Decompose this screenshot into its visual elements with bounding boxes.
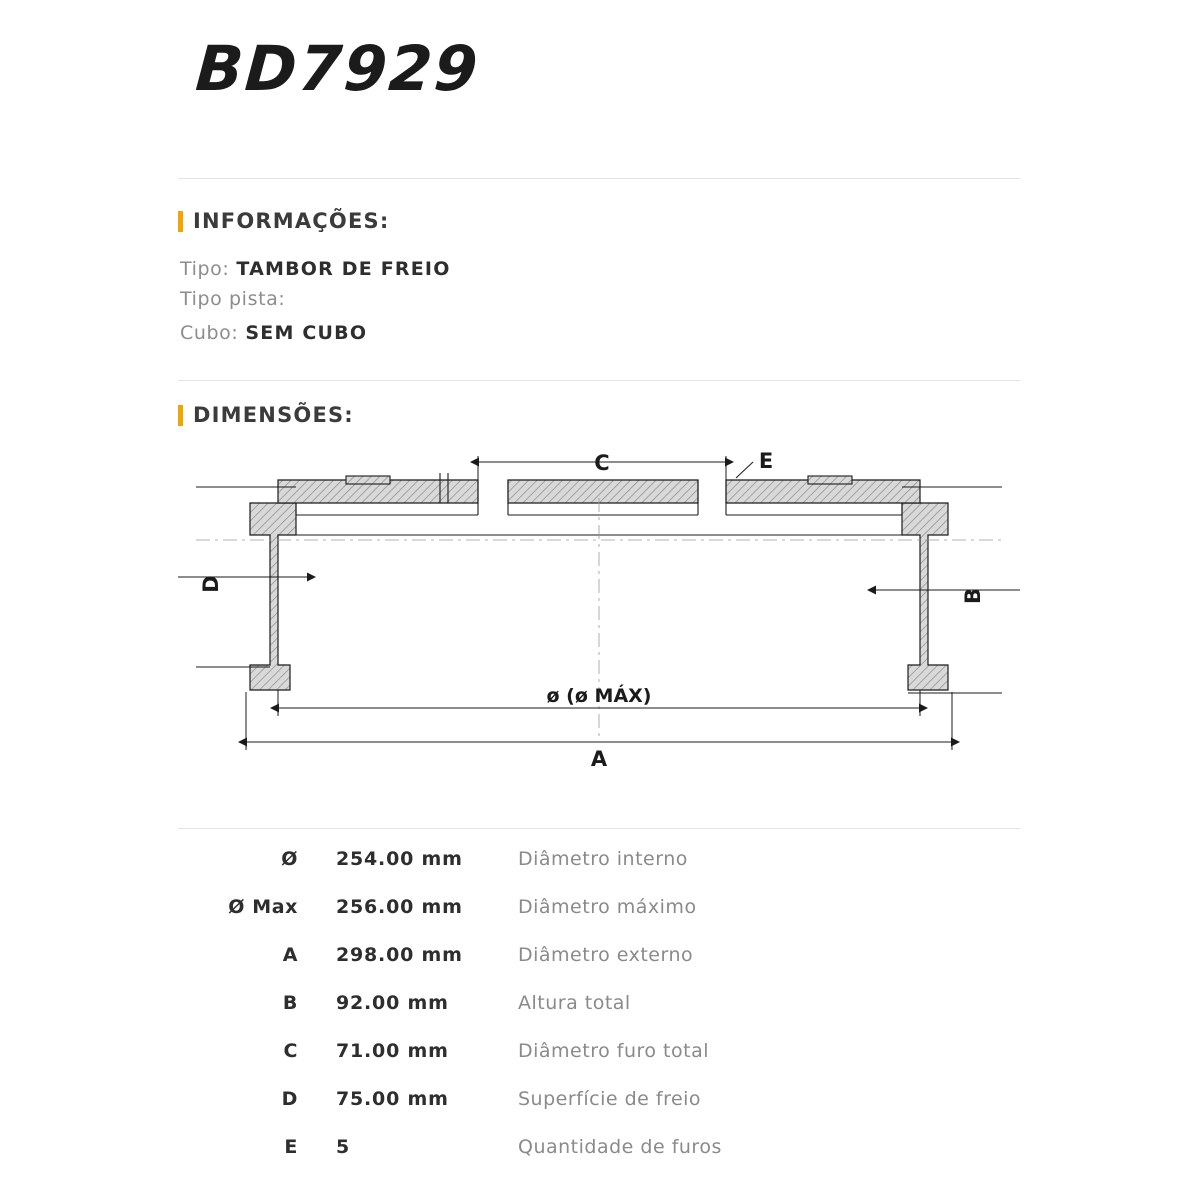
- info-value-tipo: TAMBOR DE FREIO: [236, 258, 451, 280]
- dim-description: Superfície de freio: [518, 1088, 702, 1110]
- table-row: [178, 896, 1020, 944]
- dim-value: 92.00 mm: [336, 992, 449, 1014]
- section-title-dimensoes: DIMENSÕES:: [193, 403, 354, 427]
- dim-symbol: C: [283, 1040, 298, 1062]
- info-key-cubo: Cubo:: [180, 322, 239, 344]
- technical-drawing: [178, 440, 1020, 820]
- dim-description: Quantidade de furos: [518, 1136, 722, 1158]
- divider-mid: [178, 380, 1020, 381]
- table-row: [178, 944, 1020, 992]
- table-row: [178, 1088, 1020, 1136]
- table-row: [178, 1136, 1020, 1184]
- dim-symbol: D: [281, 1088, 298, 1110]
- dim-symbol: B: [282, 992, 298, 1014]
- section-title-informacoes: INFORMAÇÕES:: [193, 209, 390, 233]
- dim-description: Altura total: [518, 992, 631, 1014]
- dim-symbol: Ø Max: [228, 896, 298, 918]
- label-d: D: [199, 575, 223, 593]
- label-a: A: [590, 747, 608, 771]
- section-heading-informacoes: [178, 209, 389, 233]
- table-row: [178, 1040, 1020, 1088]
- info-row-tipo: [180, 258, 451, 280]
- dim-description: Diâmetro furo total: [518, 1040, 709, 1062]
- divider-top: [178, 178, 1020, 179]
- info-row-tipo-pista: [180, 288, 292, 310]
- divider-bottom: [178, 828, 1020, 829]
- dim-description: Diâmetro máximo: [518, 896, 697, 918]
- dim-symbol: A: [282, 944, 298, 966]
- label-e: E: [758, 449, 774, 473]
- dim-description: Diâmetro interno: [518, 848, 688, 870]
- dim-symbol: Ø: [281, 848, 298, 870]
- dim-description: Diâmetro externo: [518, 944, 694, 966]
- accent-bar-icon: [178, 211, 183, 232]
- dim-value: 256.00 mm: [336, 896, 463, 918]
- dim-symbol: E: [284, 1136, 298, 1158]
- label-b: B: [961, 587, 985, 605]
- info-key-tipo: Tipo:: [180, 258, 230, 280]
- label-c: C: [594, 451, 610, 475]
- dim-value: 298.00 mm: [336, 944, 463, 966]
- dimensions-table: [178, 848, 1020, 1184]
- table-row: [178, 848, 1020, 896]
- table-row: [178, 992, 1020, 1040]
- info-key-tipo-pista: Tipo pista:: [180, 288, 286, 310]
- accent-bar-icon-2: [178, 405, 183, 426]
- info-row-cubo: [180, 322, 367, 344]
- brake-drum-cross-section-svg: [178, 440, 1020, 820]
- page-title: BD7929: [193, 32, 482, 105]
- label-diameter: ø (ø MÁX): [546, 685, 652, 707]
- dim-value: 5: [336, 1136, 351, 1158]
- dim-value: 254.00 mm: [336, 848, 463, 870]
- dim-value: 71.00 mm: [336, 1040, 449, 1062]
- info-value-cubo: SEM CUBO: [245, 322, 368, 344]
- dim-value: 75.00 mm: [336, 1088, 449, 1110]
- section-heading-dimensoes: [178, 403, 354, 427]
